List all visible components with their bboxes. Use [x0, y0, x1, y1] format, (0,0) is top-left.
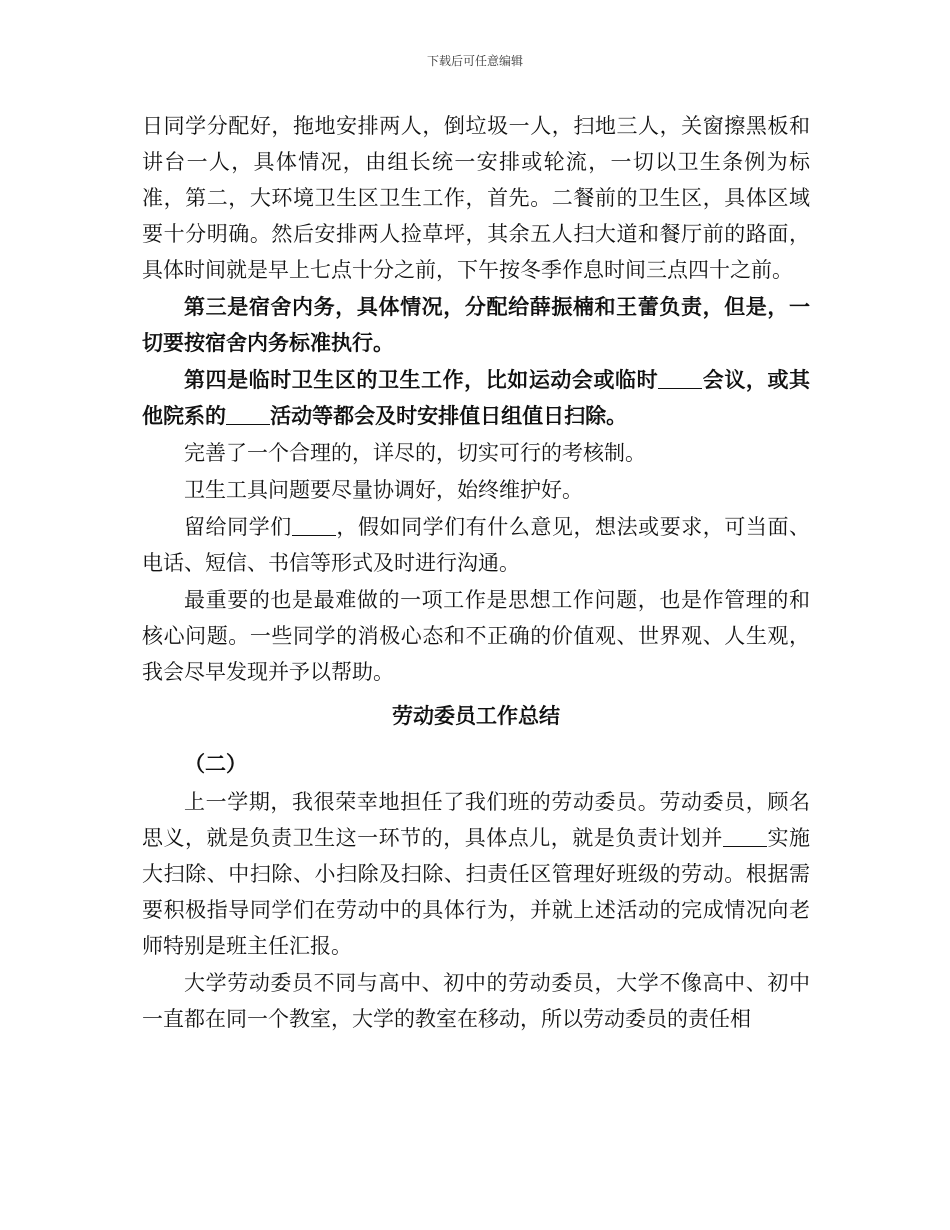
paragraph-dorm-duties: 第三是宿舍内务，具体情况，分配给薛振楠和王蕾负责，但是，一切要按宿舍内务标准执行。: [142, 294, 810, 355]
paragraph-tools: 卫生工具问题要尽量协调好，始终维护好。: [184, 478, 583, 502]
text-segment: 会议，或其他院系的: [142, 367, 811, 428]
blank-underline: [292, 514, 336, 536]
blank-underline: [658, 367, 702, 389]
paragraph-communication: [142, 509, 810, 581]
section-subtitle: （二）: [184, 751, 247, 776]
page-header: 下载后可任意编辑: [426, 54, 523, 68]
paragraph-temporary-area: [142, 362, 810, 434]
text-segment: 实施大扫除、中扫除、小扫除及扫除、扫责任区管理好班级的劳动。根据需要积极指导同学们在劳动中的具体行为，并就上述活动的完成情况向老师特别是班主任汇报。: [142, 826, 811, 958]
section-title: 劳动委员工作总结: [392, 703, 560, 728]
blank-underline: [723, 825, 767, 847]
paragraph-assessment: 完善了一个合理的，详尽的，切实可行的考核制。: [184, 441, 646, 465]
text-segment: 上一学期，我很荣幸地担任了我们班的劳动委员。劳动委员，顾名思义，就是负责卫生这一环节的，具体点儿，就是负责计划并: [142, 790, 810, 850]
paragraph-university-difference: 大学劳动委员不同与高中、初中的劳动委员，大学不像高中、初中一直都在同一个教室，大学的教室在移动，所以劳动委员的责任相: [142, 971, 810, 1031]
text-segment: 留给同学们: [184, 515, 292, 539]
text-segment: ，假如同学们有什么意见，想法或要求，可当面、电话、短信、书信等形式及时进行沟通。: [142, 515, 811, 575]
paragraph-cleaning-assignments: 日同学分配好，拖地安排两人，倒垃圾一人，扫地三人，关窗擦黑板和讲台一人，具体情况，由组长统一安排或轮流，一切以卫生条例为标准，第二，大环境卫生区卫生工作，首先。二餐前的卫生区，具体区域要十分明确。然后安排两人捡草坪，其余五人扫大道和餐厅前的路面，具体时间就是早上七点十分之前，下午按冬季作息时间三点四十之前。: [142, 114, 810, 282]
document-body: [142, 108, 810, 1038]
text-segment: 活动等都会及时安排值日组值日扫除。: [270, 403, 628, 428]
paragraph-role-intro: [142, 784, 810, 964]
paragraph-thought-work: 最重要的也是最难做的一项工作是思想工作问题，也是作管理的和核心问题。一些同学的消极心态和不正确的价值观、世界观、人生观，我会尽早发现并予以帮助。: [142, 588, 810, 684]
blank-underline: [226, 403, 270, 425]
text-segment: 第四是临时卫生区的卫生工作，比如运动会或临时: [184, 367, 659, 392]
